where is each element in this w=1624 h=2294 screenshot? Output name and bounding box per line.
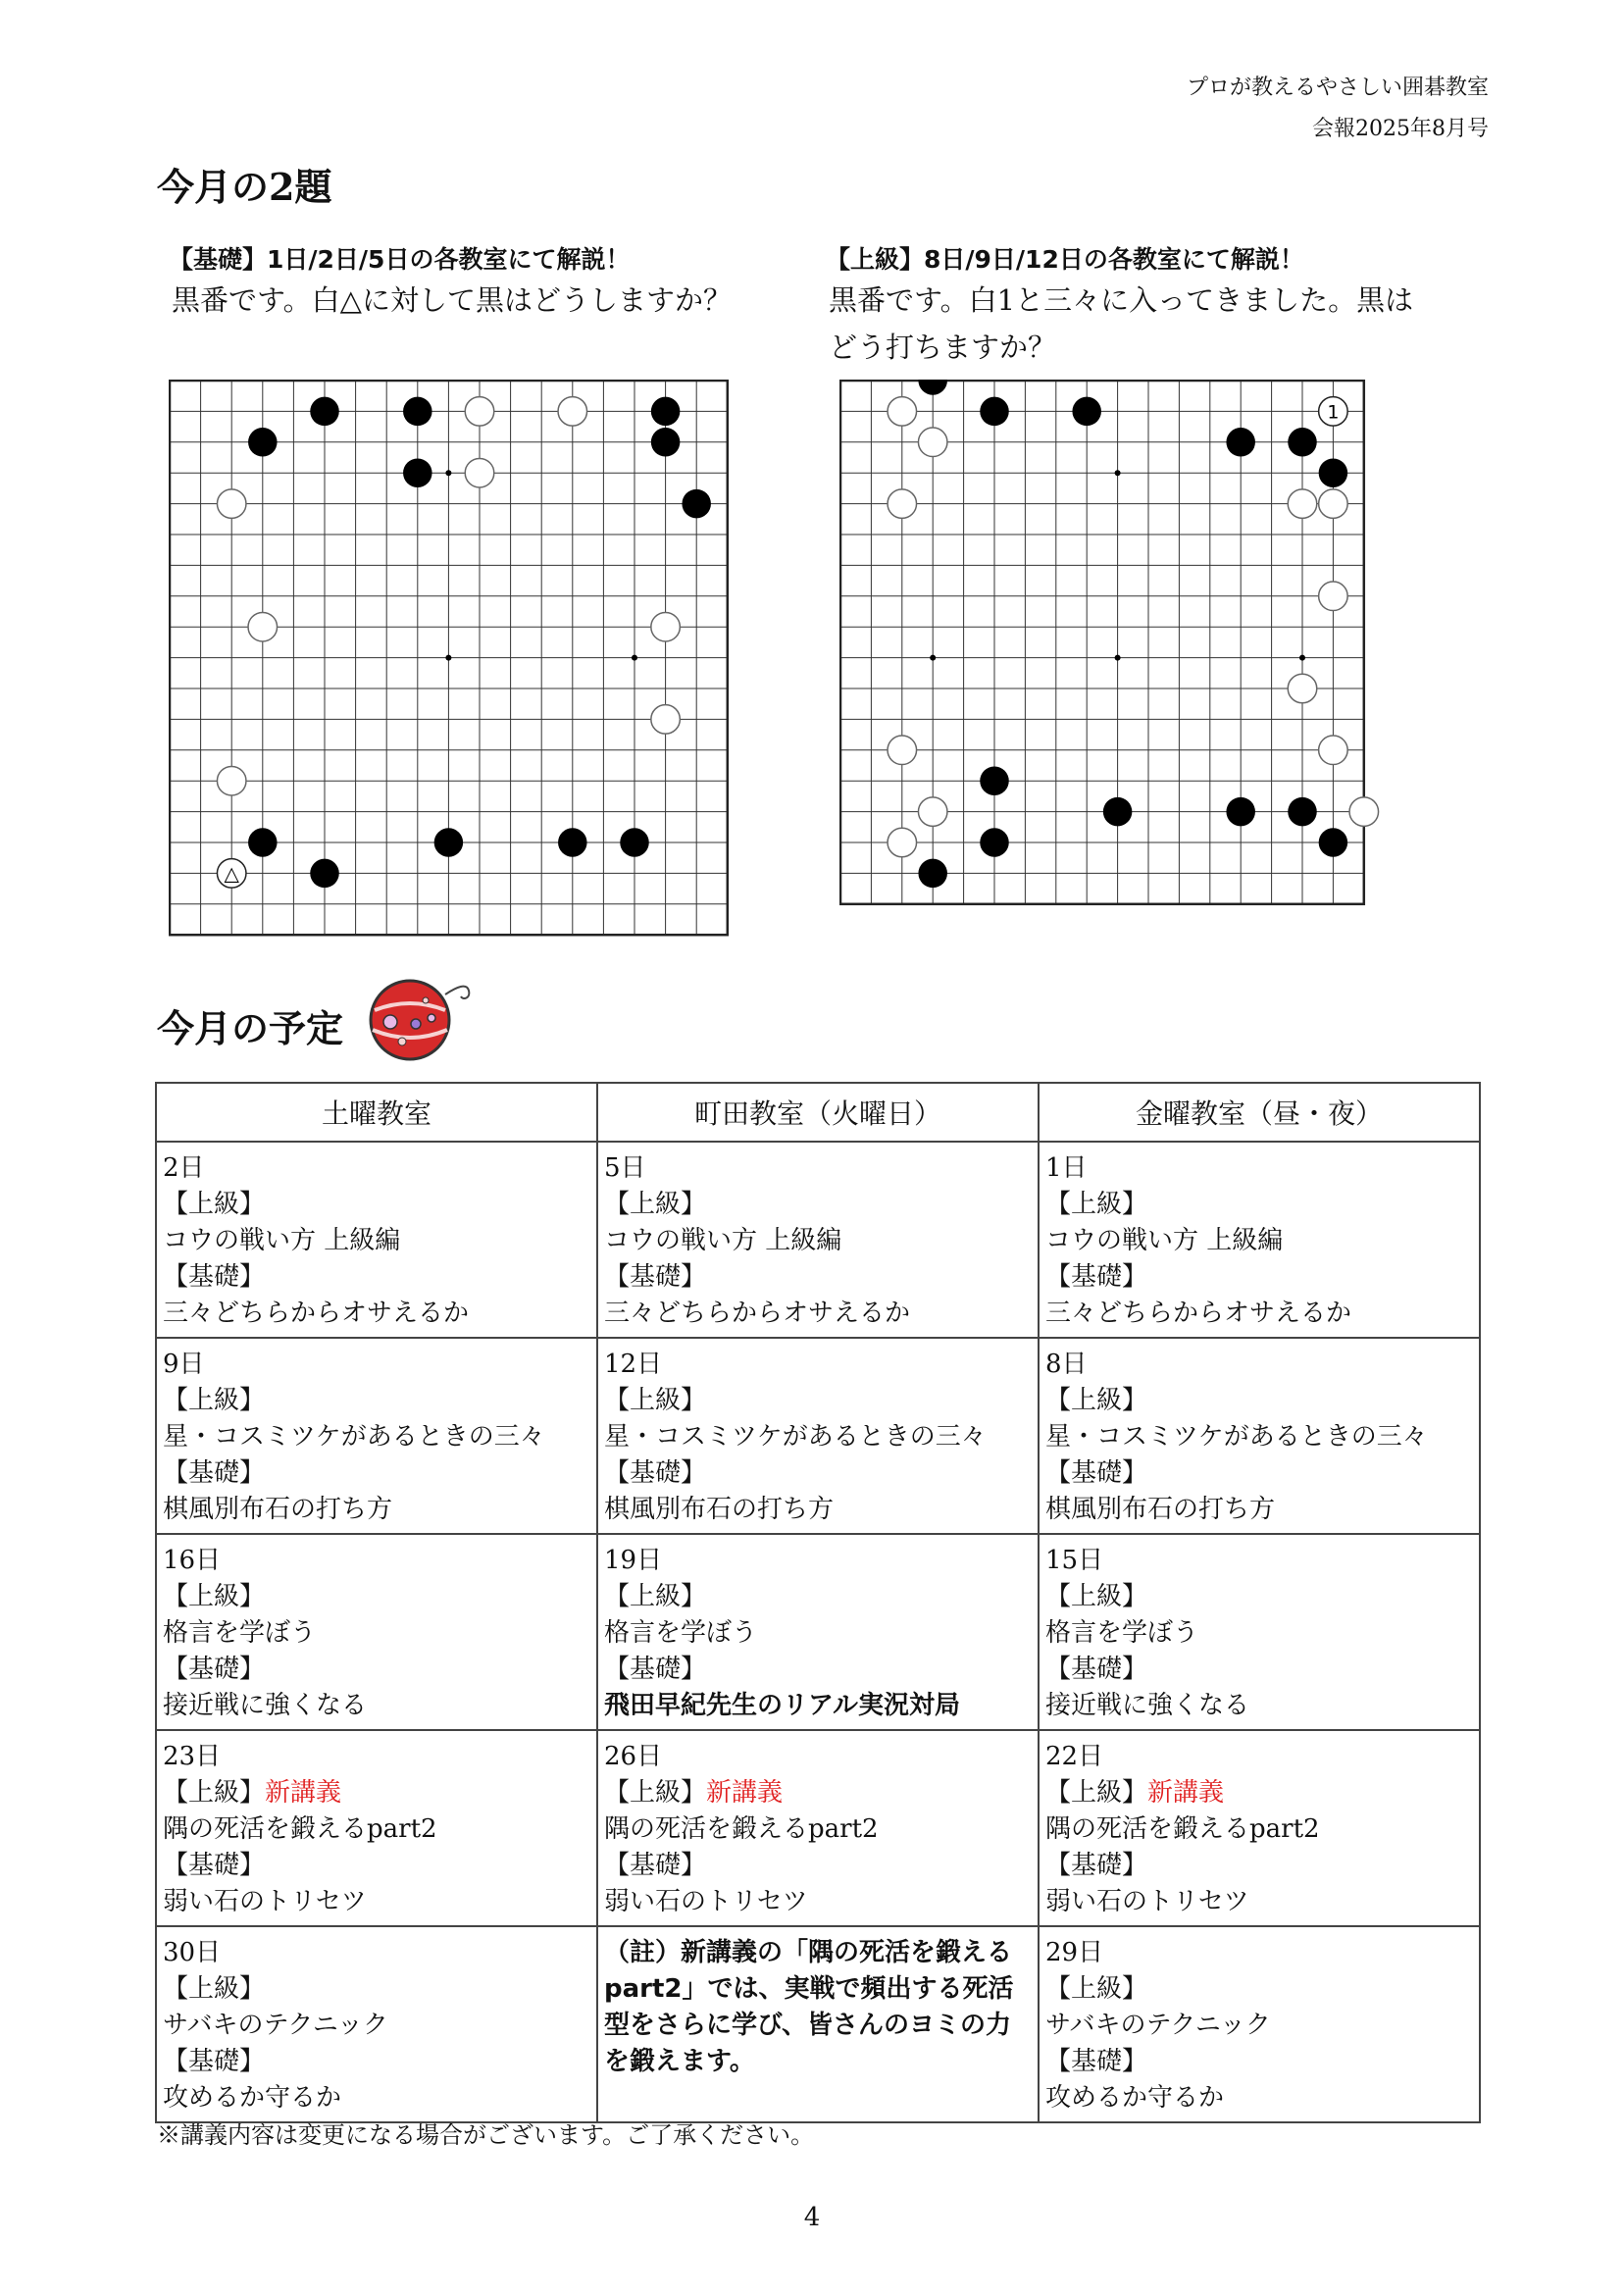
star-point [1115,470,1121,476]
black-stone [980,828,1009,857]
board-border [840,381,1364,904]
white-stone [1349,797,1379,827]
star-point [445,655,451,661]
advanced-tag: 【上級】 [604,1582,707,1611]
lesson-date: 23日 [163,1742,222,1771]
basic-topic: 攻めるか守るか [1045,2083,1225,2113]
white-stone [1319,582,1348,611]
advanced-tag: 【上級】 [604,1778,707,1808]
black-stone [403,458,432,487]
advanced-tag-line [1045,1187,1475,1223]
advanced-topic: 星・コスミツケがあるときの三々 [604,1422,987,1452]
lesson-date: 29日 [1045,1938,1104,1967]
new-lecture-badge: 新講義 [265,1778,342,1808]
schedule-footnote: ※講義内容は変更になる場合がございます。ご了承ください。 [157,2121,815,2149]
white-stone [888,736,917,765]
black-stone [1103,797,1133,827]
black-stone [918,380,947,395]
black-stone [651,397,681,427]
white-stone [1288,674,1317,703]
schedule-row [156,1338,1480,1534]
advanced-topic: 格言を学ぼう [163,1618,317,1648]
advanced-tag: 【上級】 [163,1190,266,1219]
advanced-topic: コウの戦い方 上級編 [163,1226,401,1255]
page-number: 4 [803,2203,821,2232]
schedule-table [155,1082,1481,2123]
advanced-topic: 隅の死活を鍛えるpart2 [163,1814,437,1844]
advanced-topic: 星・コスミツケがあるときの三々 [163,1422,545,1452]
white-stone [651,705,681,735]
advanced-tag: 【上級】 [604,1190,707,1219]
advanced-tag: 【上級】 [163,1974,266,2004]
basic-tag: 【基礎】 [1045,2047,1148,2076]
advanced-problem-question-line2: どう打ちますか？ [829,331,1057,364]
lesson-date: 1日 [1045,1153,1088,1183]
white-stone [888,828,917,857]
advanced-tag: 【上級】 [1045,1778,1148,1808]
schedule-cell-saturday [156,1534,597,1730]
white-stone [918,797,947,827]
schedule-row [156,1730,1480,1926]
advanced-topic: 隅の死活を鍛えるpart2 [1045,1814,1320,1844]
black-stone [248,828,278,857]
black-stone [980,397,1009,427]
black-stone [620,828,649,857]
column-header-saturday: 土曜教室 [156,1083,597,1142]
basic-topic: 接近戦に強くなる [163,1691,368,1720]
advanced-topic: コウの戦い方 上級編 [604,1226,842,1255]
black-stone [651,428,681,457]
black-stone [682,489,711,519]
advanced-tag-line [163,1383,592,1419]
advanced-tag-line [1045,1971,1475,2008]
schedule-row [156,1142,1480,1338]
advanced-tag-line [163,1775,592,1811]
basic-tag: 【基礎】 [163,1851,266,1880]
column-header-machida: 町田教室（火曜日） [597,1083,1039,1142]
advanced-tag-line [1045,1383,1475,1419]
black-stone [248,428,278,457]
basic-tag: 【基礎】 [163,1262,266,1292]
advanced-tag-line [604,1775,1034,1811]
basic-tag: 【基礎】 [1045,1262,1148,1292]
black-stone [1288,797,1317,827]
schedule-cell-saturday [156,1142,597,1338]
black-stone [434,828,464,857]
basic-topic: 弱い石のトリセツ [163,1887,367,1916]
basic-topic: 三々どちらからオサえるか [604,1299,911,1328]
white-stone [248,612,278,641]
advanced-tag: 【上級】 [163,1778,266,1808]
basic-problem-question: 黒番です。白△に対して黒はどうしますか？ [172,283,732,317]
advanced-tag-line [1045,1775,1475,1811]
schedule-cell-saturday [156,1926,597,2122]
schedule-cell-friday [1039,1730,1480,1926]
black-stone [980,766,1009,795]
black-stone [918,859,947,889]
new-lecture-badge: 新講義 [706,1778,784,1808]
advanced-problem-board [839,380,1397,938]
schedule-cell-saturday [156,1338,597,1534]
white-stone [558,397,587,427]
advanced-tag-line [163,1579,592,1615]
advanced-tag-line [1045,1579,1475,1615]
basic-topic: 接近戦に強くなる [1045,1691,1250,1720]
basic-topic: 三々どちらからオサえるか [163,1299,470,1328]
white-stone [465,397,494,427]
schedule-header-row [156,1083,1480,1142]
basic-topic: 棋風別布石の打ち方 [1045,1495,1276,1524]
basic-topic: 飛田早紀先生のリアル実況対局 [604,1691,960,1720]
advanced-tag: 【上級】 [604,1386,707,1415]
schedule-cell-friday [1039,1142,1480,1338]
advanced-tag: 【上級】 [1045,1190,1148,1219]
star-point [445,470,451,476]
lesson-date: 19日 [604,1546,663,1575]
white-stone [1288,489,1317,519]
white-stone [918,428,947,457]
advanced-tag: 【上級】 [1045,1974,1148,2004]
lesson-date: 26日 [604,1742,663,1771]
star-point [930,655,936,661]
schedule-cell-friday [1039,1338,1480,1534]
white-stone [1319,736,1348,765]
black-stone [1319,458,1348,487]
schedule-cell-saturday [156,1730,597,1926]
basic-tag: 【基礎】 [163,1655,266,1684]
white-stone [888,397,917,427]
new-lecture-badge: 新講義 [1147,1778,1225,1808]
advanced-tag-line [163,1971,592,2008]
advanced-problem-question-line1: 黒番です。白1と三々に入ってきました。黒は [829,283,1414,317]
black-stone [403,397,432,427]
black-stone [1072,397,1101,427]
schedule-cell-machida [597,1142,1039,1338]
basic-tag: 【基礎】 [1045,1851,1148,1880]
white-stone [465,458,494,487]
basic-tag: 【基礎】 [1045,1655,1148,1684]
advanced-topic: サバキのテクニック [1045,2011,1271,2040]
advanced-topic: サバキのテクニック [163,2011,388,2040]
lesson-date: 16日 [163,1546,222,1575]
advanced-tag-line [604,1187,1034,1223]
black-stone [1319,828,1348,857]
basic-topic: 弱い石のトリセツ [1045,1887,1249,1916]
basic-problem-heading: 【基礎】1日/2日/5日の各教室にて解説！ [169,245,631,274]
advanced-topic: コウの戦い方 上級編 [1045,1226,1284,1255]
advanced-tag: 【上級】 [163,1582,266,1611]
basic-problem-board [169,380,732,938]
white-stone [888,489,917,519]
stone-number: 1 [1327,401,1340,424]
lesson-date: 22日 [1045,1742,1104,1771]
schedule-cell-machida [597,1534,1039,1730]
lesson-date: 9日 [163,1350,205,1379]
schedule-row [156,1926,1480,2122]
issue-label: 会報2025年8月号 [1312,117,1489,141]
schedule-title: 今月の予定 [157,1006,344,1050]
advanced-topic: 隅の死活を鍛えるpart2 [604,1814,879,1844]
star-point [1299,655,1305,661]
basic-tag: 【基礎】 [1045,1458,1148,1488]
basic-tag: 【基礎】 [604,1655,707,1684]
advanced-topic: 格言を学ぼう [604,1618,758,1648]
basic-tag: 【基礎】 [163,2047,266,2076]
advanced-topic: 格言を学ぼう [1045,1618,1199,1648]
basic-tag: 【基礎】 [163,1458,266,1488]
star-point [632,655,637,661]
black-stone [558,828,587,857]
black-stone [1288,428,1317,457]
schedule-cell-machida [597,1730,1039,1926]
black-stone [1226,428,1255,457]
lesson-date: 5日 [604,1153,646,1183]
advanced-tag: 【上級】 [163,1386,266,1415]
white-stone [217,766,246,795]
basic-topic: 三々どちらからオサえるか [1045,1299,1352,1328]
basic-topic: 攻めるか守るか [163,2083,342,2113]
lesson-date: 12日 [604,1350,663,1379]
lesson-date: 8日 [1045,1350,1088,1379]
advanced-tag-line [604,1579,1034,1615]
column-header-friday: 金曜教室（昼・夜） [1039,1083,1480,1142]
triangle-mark: △ [224,861,239,886]
basic-tag: 【基礎】 [604,1458,707,1488]
black-stone [310,397,339,427]
problems-title: 今月の2題 [157,165,332,209]
advanced-problem-heading: 【上級】8日/9日/12日の各教室にて解説！ [826,245,1304,274]
basic-topic: 棋風別布石の打ち方 [163,1495,393,1524]
star-point [1115,655,1121,661]
advanced-tag-line [604,1383,1034,1419]
white-stone [651,612,681,641]
basic-tag: 【基礎】 [604,1851,707,1880]
black-stone [1226,797,1255,827]
schedule-row [156,1534,1480,1730]
white-stone [1319,489,1348,519]
school-name: プロが教えるやさしい囲碁教室 [1186,76,1489,100]
basic-topic: 棋風別布石の打ち方 [604,1495,835,1524]
lesson-date: 2日 [163,1153,205,1183]
advanced-topic: 星・コスミツケがあるときの三々 [1045,1422,1428,1452]
wind-bell-ornament-icon [359,957,482,1065]
advanced-tag: 【上級】 [1045,1386,1148,1415]
black-stone [310,859,339,889]
lesson-date: 15日 [1045,1546,1104,1575]
advanced-tag-line [163,1187,592,1223]
new-lecture-note: （註）新講義の「隅の死活を鍛えるpart2」では、実戦で頻出する死活型をさらに学び、皆さんのヨミの力を鍛えます。 [597,1926,1039,2122]
advanced-tag: 【上級】 [1045,1582,1148,1611]
schedule-cell-friday [1039,1926,1480,2122]
schedule-cell-machida [597,1338,1039,1534]
schedule-cell-friday [1039,1534,1480,1730]
white-stone [217,489,246,519]
basic-tag: 【基礎】 [604,1262,707,1292]
lesson-date: 30日 [163,1938,222,1967]
basic-topic: 弱い石のトリセツ [604,1887,808,1916]
